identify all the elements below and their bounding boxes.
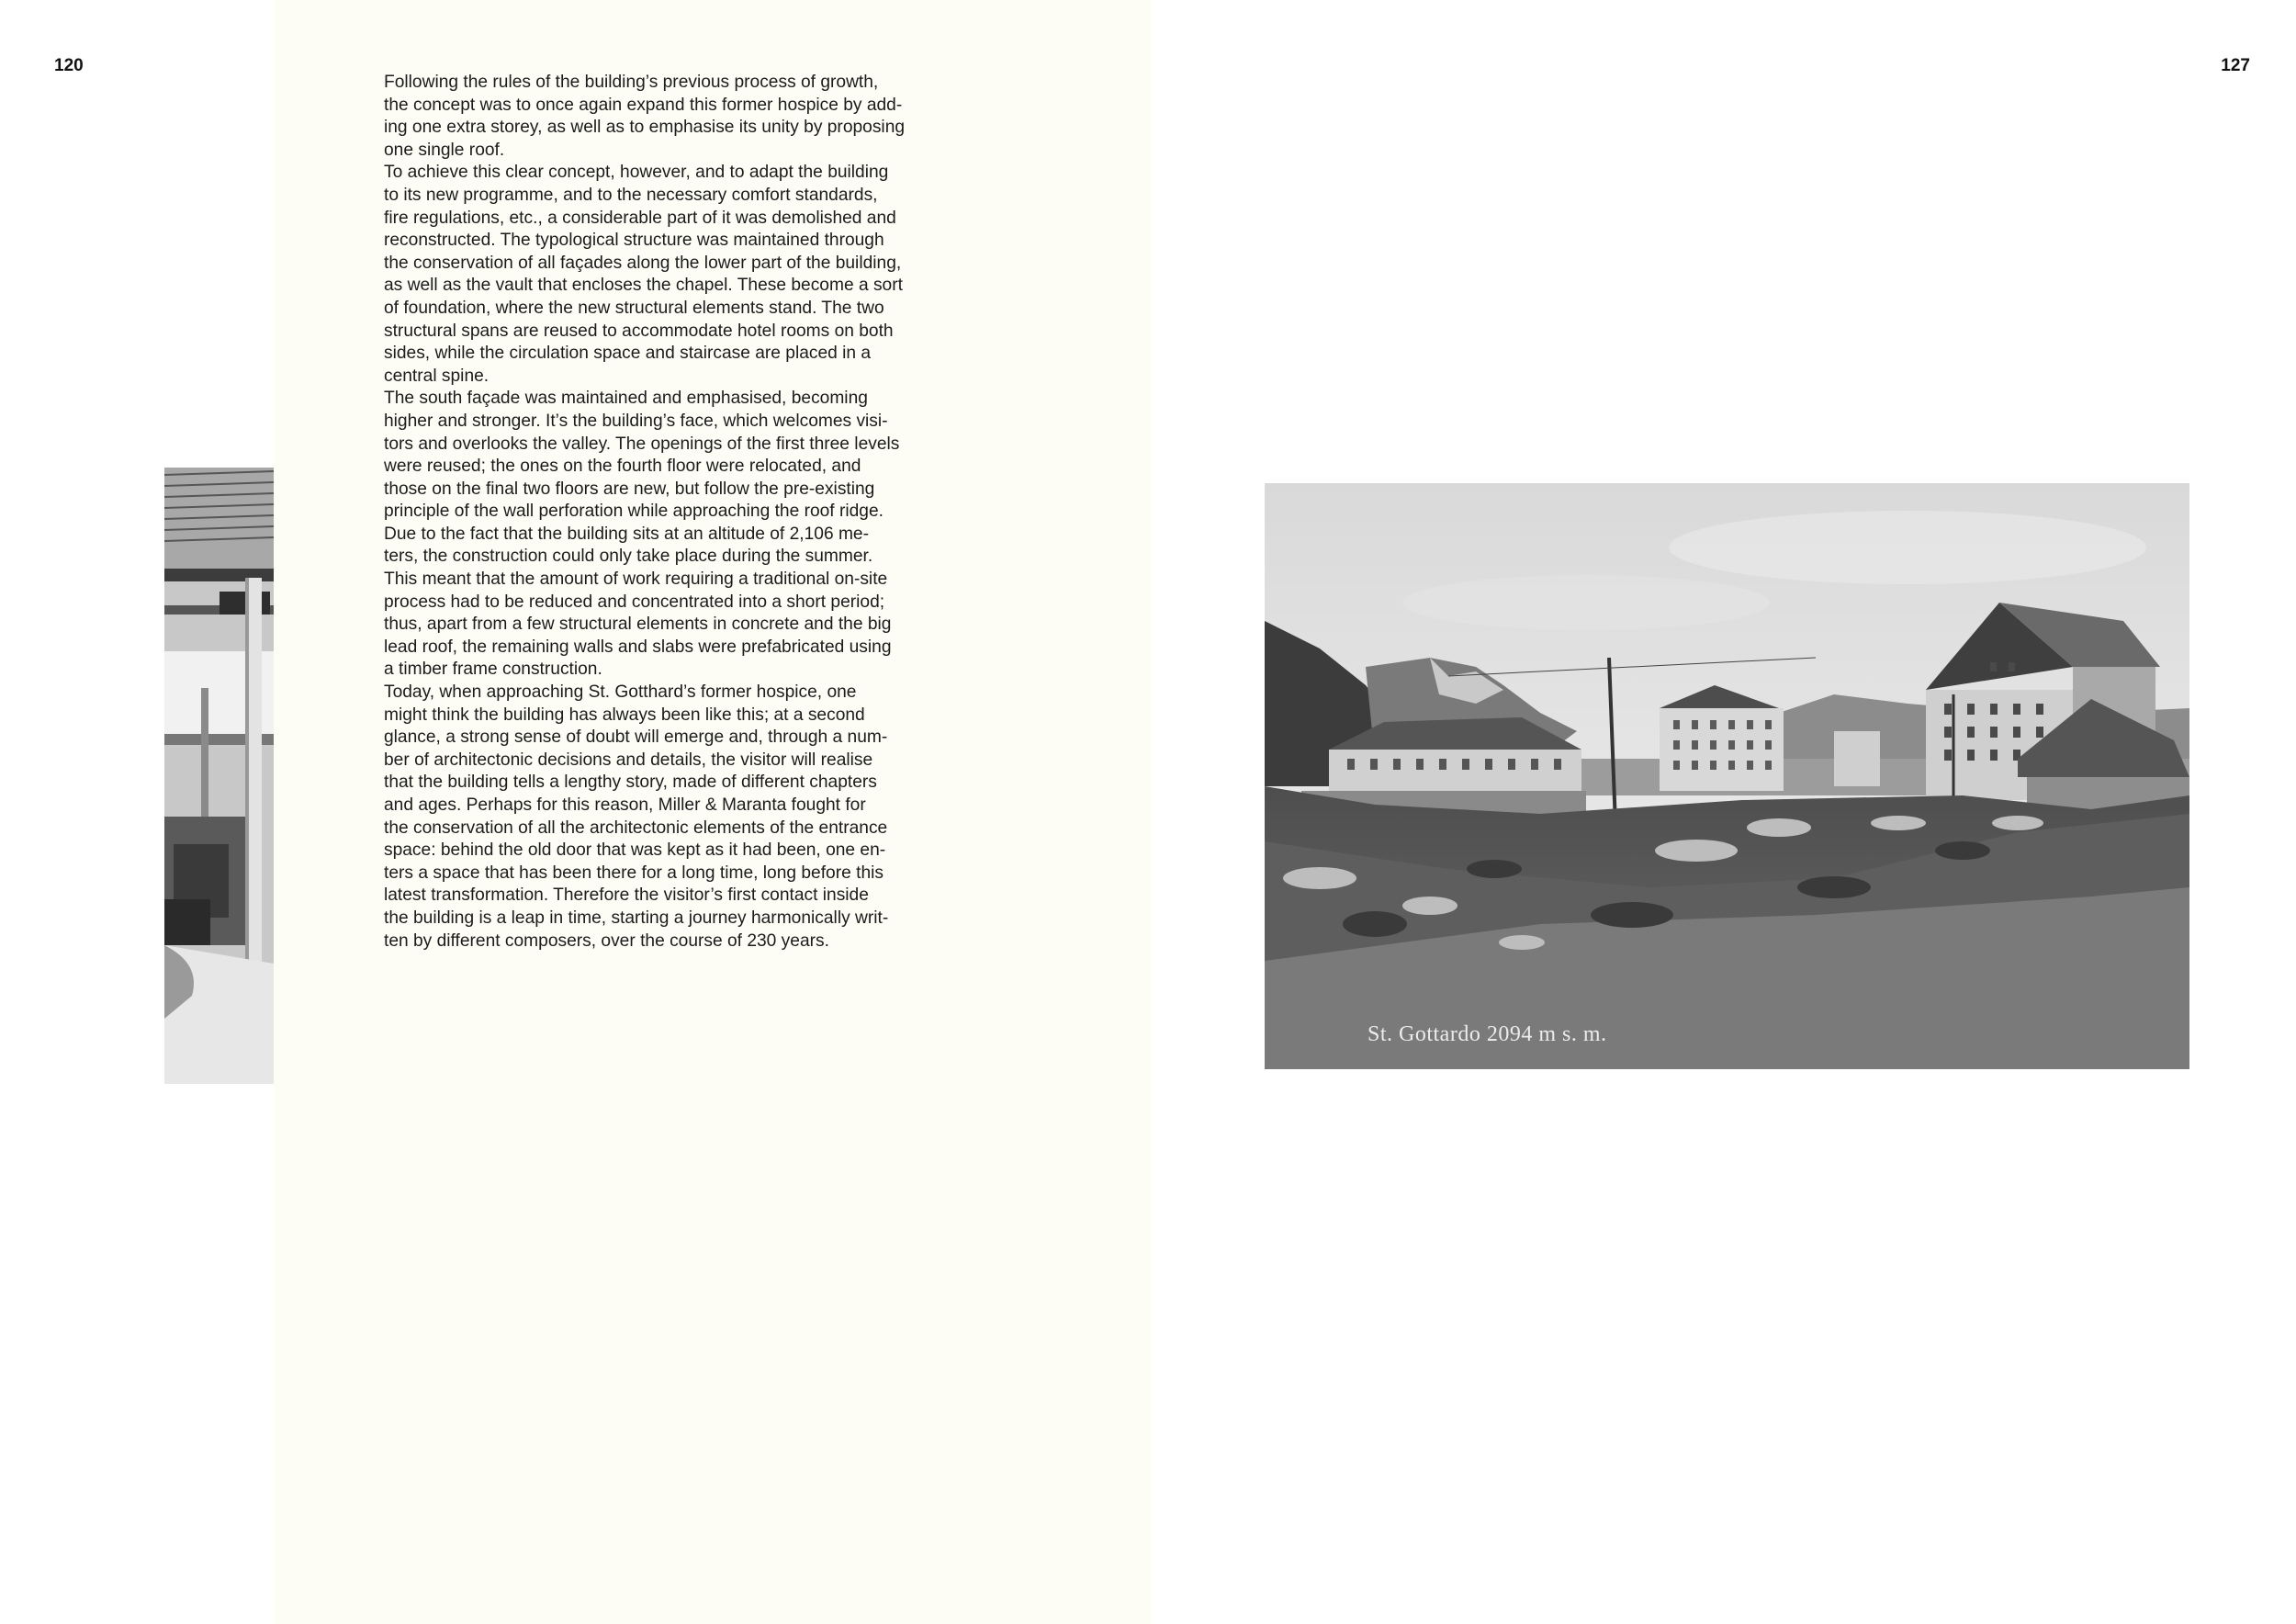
article-paragraph: Today, when approaching St. Gotthard’s former hospice, one might think the building has always been like this; at a second glance, a strong sense of doubt will emerge and, through a num- ber of architectonic decisions and details, the visitor will realise that the building tells a lengthy story, made of different chapters and ages. Perhaps for this reason, Miller & Maranta fought for the conservation of all the architectonic elements of the entrance space: behind the old door that was kept as it had been, one en- ters a space that has been there for a long time, long before this latest transformation. Therefore the visitor’s first contact inside the building is a leap in time, starting a journey harmonically writ- ten by different composers, over the course of 230 years. (384, 682, 889, 951)
article-paragraph: The south façade was maintained and emphasised, becoming higher and stronger. It’s the building’s face, which welcomes visi- tors and overlooks the valley. The openings of the first three levels were reused; the ones on the fourth floor were relocated, and those on the final two floors are new, but follow the pre-existing principle of the wall perforation while approaching the roof ridge. Due to the fact that the building sits at an altitude of 2,106 me- ters, the construction could only take place during the summer. This meant that the amount of work requiring a traditional on-site process had to be reduced and concentrated into a short period; thus, apart from a few structural elements in concrete and the big lead roof, the remaining walls and slabs were prefabricated using a timber frame construction. (384, 389, 900, 680)
left-page-number: 120 (54, 56, 84, 75)
article-body (384, 72, 972, 953)
article-paragraph: To achieve this clear concept, however, and to adapt the building to its new programme, and to the necessary comfort standards, fire regulations, etc., a considerable part of it was demolished and reconstructed. The typological structure was maintained through the conservation of all façades along the lower part of the building, as well as the vault that encloses the chapel. These become a sort of foundation, where the new structural elements stand. The two structural spans are reused to accommodate hotel rooms on both sides, while the circulation space and staircase are placed in a central spine. (384, 163, 903, 386)
hospice-photo-image (1265, 483, 2189, 1069)
interior-photo-image (164, 468, 274, 1084)
photo-caption: St. Gottardo 2094 m s. m. (1367, 1022, 1607, 1046)
article-paragraph: Following the rules of the building’s previous process of growth, the concept was to once again expand this former hospice by add- ing one extra storey, as well as to emphasise its unity by proposing one single roof. (384, 73, 906, 160)
st-gotthard-hospice-photo (1265, 483, 2189, 1069)
interior-strip-photo (164, 468, 274, 1084)
right-page-number: 127 (2221, 56, 2250, 75)
